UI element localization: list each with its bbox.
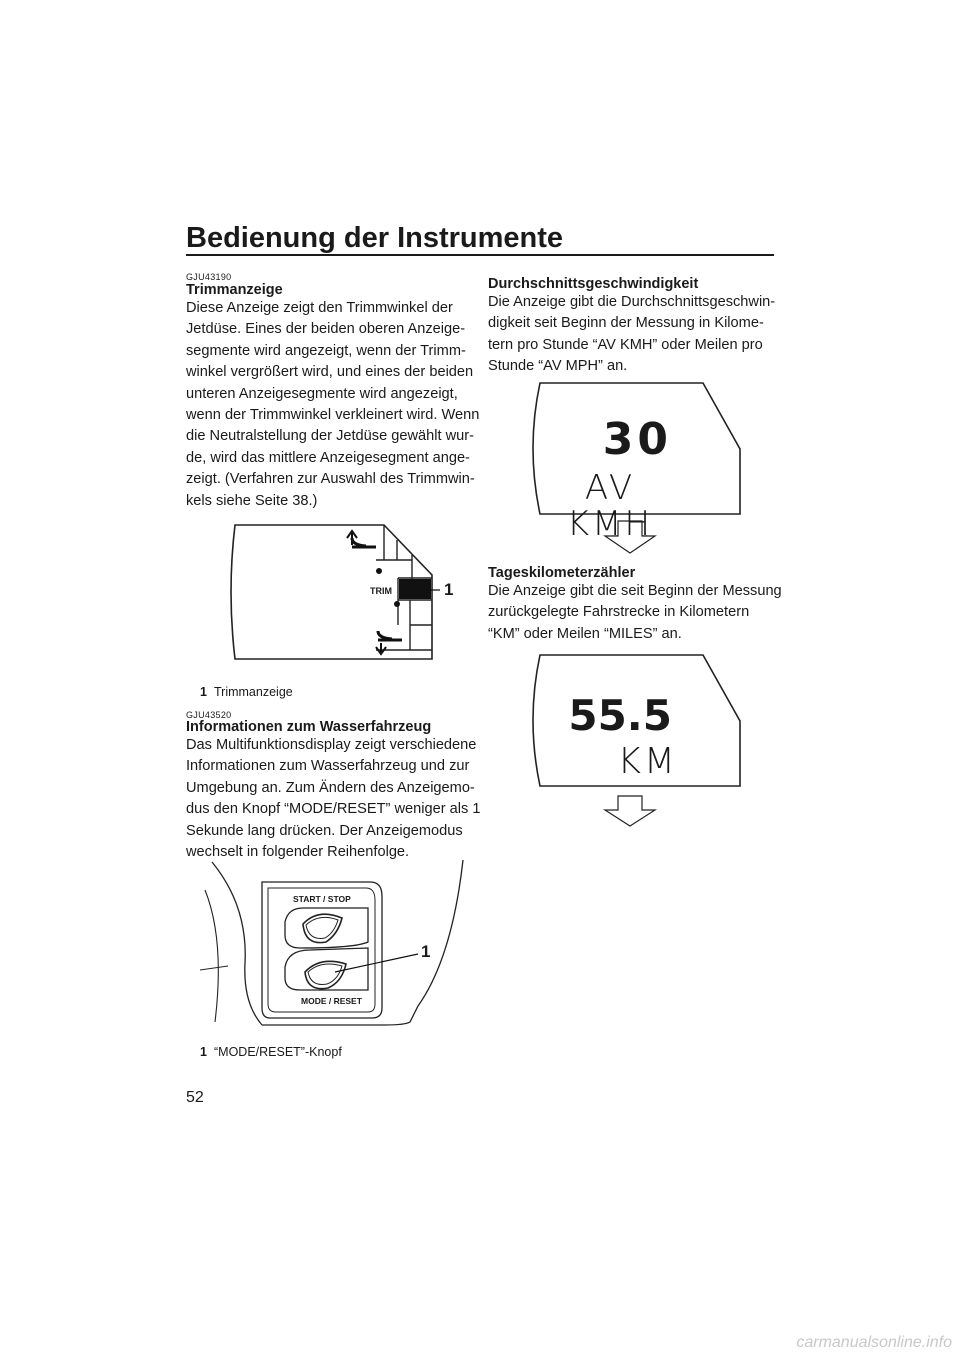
text-line: Das Multifunktionsdisplay zeigt verschiedene: [186, 737, 477, 753]
caption-number: 1: [200, 685, 207, 699]
mode-reset-label: MODE / RESET: [301, 996, 362, 1006]
average-speed-unit: AV KMH: [566, 468, 654, 544]
trim-label: TRIM: [370, 586, 392, 596]
text-line: Stunde “AV MPH” an.: [488, 358, 628, 375]
start-stop-label: START / STOP: [293, 894, 351, 904]
trip-meter-unit: KM: [617, 741, 678, 782]
section-code: GJU43520: [186, 710, 232, 720]
text-line: Jetdüse. Eines der beiden oberen Anzeige-: [186, 321, 466, 338]
text-line: wechselt in folgender Reihenfolge.: [186, 844, 410, 861]
text-line: die Neutralstellung der Jetdüse gewählt wur-: [186, 428, 474, 445]
section-heading-trip-meter: Tageskilometerzähler: [488, 565, 636, 581]
text-line: segmente wird angezeigt, wenn der Trimm-: [186, 342, 466, 359]
caption-text: “MODE/RESET”-Knopf: [214, 1045, 342, 1059]
text-line: Sekunde lang drücken. Der Anzeigemodus: [186, 822, 463, 839]
average-speed-value: 30: [602, 414, 672, 465]
trip-meter-value: 55.5: [568, 691, 672, 740]
mode-reset-callout-number: 1: [421, 942, 431, 961]
text-line: de, wird das mittlere Anzeigesegment ange-: [186, 449, 470, 466]
text-line: kels siehe Seite 38.): [186, 492, 318, 509]
text-line: Diese Anzeige zeigt den Trimmwinkel der: [186, 300, 453, 316]
text-line: tern pro Stunde “AV KMH” oder Meilen pro: [488, 336, 763, 353]
section-heading-trim: Trimmanzeige: [186, 282, 283, 298]
section-heading-average-speed: Durchschnittsgeschwindigkeit: [488, 276, 699, 292]
section-code: GJU43190: [186, 272, 232, 282]
trim-callout-number: 1: [444, 580, 454, 599]
caption-text: Trimmanzeige: [214, 685, 293, 699]
section-heading-info: Informationen zum Wasserfahrzeug: [186, 719, 432, 735]
caption-number: 1: [200, 1045, 207, 1059]
text-line: unteren Anzeigesegmente wird angezeigt,: [186, 385, 458, 402]
text-line: zurückgelegte Fahrstrecke in Kilometern: [488, 604, 750, 621]
page-number: 52: [186, 1089, 204, 1106]
text-line: digkeit seit Beginn der Messung in Kilome-: [488, 315, 764, 332]
text-line: Die Anzeige gibt die seit Beginn der Messung: [488, 583, 782, 599]
text-line: “KM” oder Meilen “MILES” an.: [488, 625, 682, 642]
text-line: Die Anzeige gibt die Durchschnittsgeschwin-: [488, 294, 776, 310]
text-line: wenn der Trimmwinkel verkleinert wird. Wenn: [186, 407, 480, 424]
page-title: Bedienung der Instrumente: [186, 222, 564, 254]
text-line: zeigt. (Verfahren zur Auswahl des Trimmwin-: [186, 471, 475, 488]
text-line: dus den Knopf “MODE/RESET” weniger als 1: [186, 801, 481, 818]
text-line: Informationen zum Wasserfahrzeug und zur: [186, 758, 470, 775]
footer-watermark: carmanualsonline.info: [796, 1334, 952, 1351]
text-line: Umgebung an. Zum Ändern des Anzeigemo-: [186, 779, 475, 796]
text-line: winkel vergrößert wird, und eines der beiden: [186, 364, 474, 381]
